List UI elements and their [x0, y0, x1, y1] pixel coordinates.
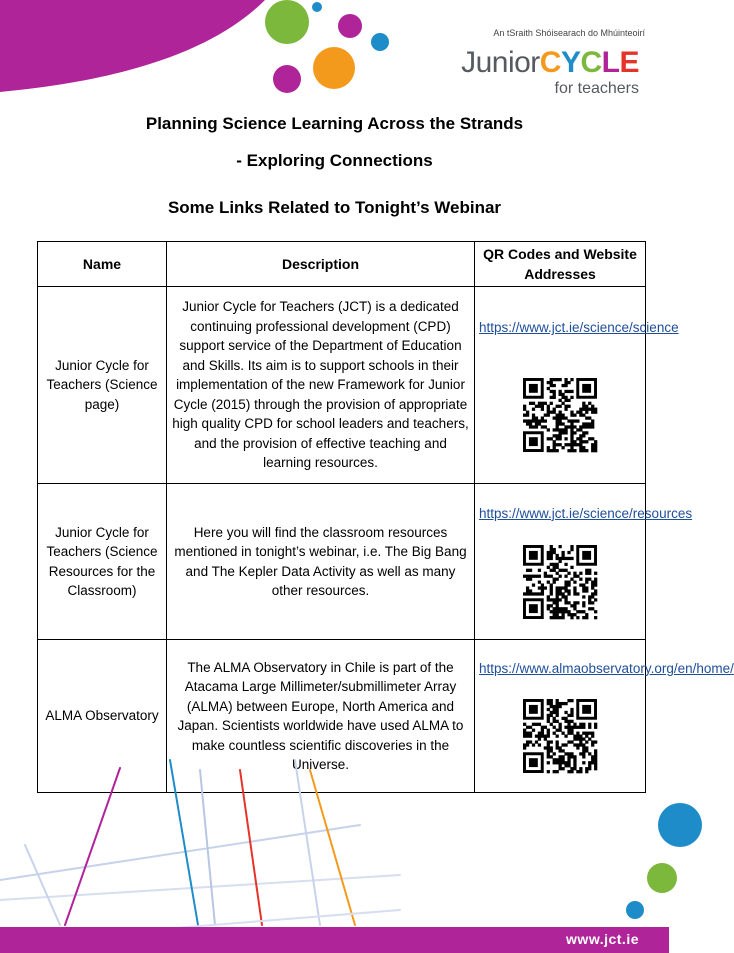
website-link[interactable]: https://www.jct.ie/science/science — [479, 320, 679, 336]
logo-cycle-letter: E — [619, 46, 639, 79]
row-name: Junior Cycle for Teachers (Science Resources for the Classroom) — [38, 484, 167, 640]
header-name: Name — [38, 242, 167, 287]
table-header-row — [38, 242, 646, 287]
logo-cycle-letter: C — [580, 46, 602, 79]
footer-decoration — [0, 760, 669, 953]
links-heading: Some Links Related to Tonight’s Webinar — [167, 198, 502, 217]
jct-logo — [463, 22, 645, 102]
row-description: Here you will find the classroom resources mentioned in tonight’s webinar, i.e. The Big Bang and The Kepler Data Activity as well as many other resources. — [167, 484, 475, 640]
logo-wordmark — [461, 46, 639, 80]
logo-cycle — [540, 46, 639, 79]
qr-code-icon[interactable] — [523, 545, 597, 619]
footer-url[interactable]: www.jct.ie — [566, 931, 639, 947]
website-link[interactable]: https://www.almaobservatory.org/en/home/ — [479, 661, 734, 677]
row-link-cell — [475, 287, 679, 484]
row-description: Junior Cycle for Teachers (JCT) is a dedicated continuing professional development (CPD) support service of the Department of Education and Skills. Its aim is to support schools in their implementation of the new Framework for Junior Cycle (2015) through the provision of appropriate high quality CPD for school leaders and teachers, and the provision of effective teaching and learning resources. — [167, 287, 475, 484]
document-title: Planning Science Learning Across the Strands — [145, 114, 524, 133]
logo-cycle-letter: L — [601, 46, 620, 79]
table-row — [38, 287, 646, 484]
footer-bar — [0, 927, 669, 953]
row-name: Junior Cycle for Teachers (Science page) — [38, 287, 167, 484]
logo-tagline: An tSraith Shóisearach do Mhúinteoirí — [493, 28, 645, 38]
row-name: ALMA Observatory — [38, 640, 167, 793]
qr-code-icon[interactable] — [523, 378, 597, 452]
header-description: Description — [167, 242, 475, 287]
logo-subtitle: for teachers — [554, 80, 639, 97]
document-subtitle: - Exploring Connections — [236, 151, 433, 170]
header-qr: QR Codes and Website Addresses — [475, 242, 646, 287]
logo-junior: Junior — [461, 46, 540, 79]
table-row — [38, 484, 646, 640]
logo-cycle-letter: Y — [560, 46, 581, 79]
row-description: The ALMA Observatory in Chile is part of the Atacama Large Millimeter/submillimeter Array (ALMA) between Europe, North America and Japan. Scientists worldwide have used ALMA to make countless scientific discoveries in the Universe. — [167, 640, 475, 793]
links-table — [37, 241, 734, 793]
website-link[interactable]: https://www.jct.ie/science/resources — [479, 505, 693, 521]
logo-cycle-letter: C — [539, 46, 561, 79]
row-link-cell — [475, 484, 693, 640]
